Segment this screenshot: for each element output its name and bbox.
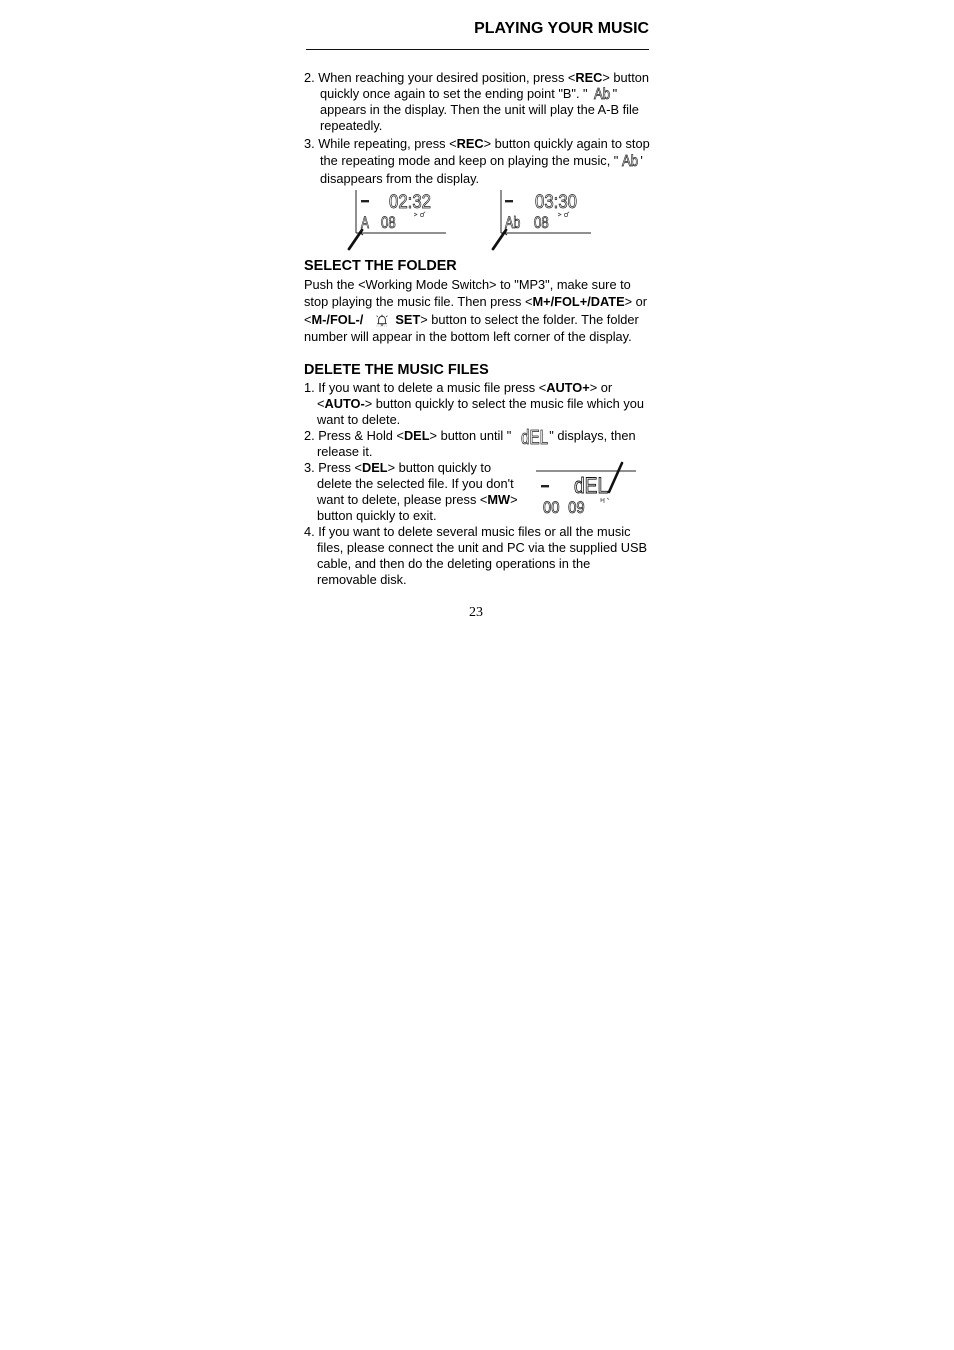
del-key-label: DEL (361, 460, 388, 475)
mw-key-label: MW (487, 492, 511, 507)
alarm-bell-icon (375, 312, 389, 328)
lcd-folder-number: 08 (381, 213, 396, 232)
rec-key-label: REC (575, 70, 603, 85)
line-text: > button to select the folder. The folder (420, 312, 639, 327)
line-text: > (510, 492, 518, 507)
line-text: 3. Press < (304, 460, 362, 475)
ab-step2-line-2 (320, 86, 617, 102)
del-key-label: DEL (403, 428, 430, 443)
ab-step2-line-1 (304, 70, 649, 86)
play-indicator-icon (414, 212, 425, 217)
line-text: stop playing the music file. Then press < (304, 294, 533, 309)
delete-step4-line-3: cable, and then do the deleting operations in the (317, 556, 591, 571)
line-text: quickly once again to set the ending point "B". " (320, 86, 588, 101)
delete-step3-line-2: delete the selected file. If you don't (317, 476, 514, 491)
lcd-display-ab-repeat (485, 186, 597, 254)
line-text: ' (640, 153, 643, 168)
lcd-delete-message: dEL (574, 473, 609, 498)
line-text: > button quickly to select the music file which you (364, 396, 644, 411)
delete-step3-line-3 (317, 492, 518, 508)
delete-step4-line-4: removable disk. (317, 572, 407, 587)
alarm-bell-icon (375, 313, 389, 327)
line-text: " displays, then (549, 428, 636, 443)
line-text: > button until " (429, 428, 512, 443)
delete-step1-line-2 (317, 396, 644, 412)
delete-step3-line-4: button quickly to exit. (317, 508, 437, 523)
auto-minus-key-label: AUTO- (324, 396, 365, 411)
auto-plus-key-label: AUTO+ (546, 380, 590, 395)
line-text: > button quickly to (387, 460, 492, 475)
select-folder-heading: SELECT THE FOLDER (304, 258, 457, 274)
ab-lcd-glyph (594, 86, 610, 102)
del-glyph-text: dEL (521, 427, 549, 449)
line-text: > button (602, 70, 650, 85)
select-folder-line-4: number will appear in the bottom left corner of the display. (304, 329, 632, 344)
lcd-time: 03:30 (535, 190, 577, 213)
ab-step2-line-4: repeatedly. (320, 118, 383, 133)
select-folder-line-1: Push the <Working Mode Switch> to "MP3", make sure to (304, 277, 631, 292)
delete-files-heading: DELETE THE MUSIC FILES (304, 362, 489, 378)
select-folder-line-2 (304, 294, 647, 310)
delete-step3-line-1 (304, 460, 491, 476)
stylus-pointer-icon (493, 230, 507, 249)
line-text: > or (624, 294, 648, 309)
stylus-pointer-icon (609, 463, 622, 492)
battery-bar-icon (361, 200, 369, 202)
ab-step3-line-3: disappears from the display. (320, 171, 480, 186)
line-text: < (304, 312, 312, 327)
ab-lcd-glyph (622, 153, 638, 169)
line-text: the repeating mode and keep on playing the music, " (320, 153, 619, 168)
ab-step3-line-1 (304, 136, 650, 152)
lcd-folder-number: 08 (534, 213, 549, 232)
line-text: > button quickly again to stop (483, 136, 650, 151)
page-number: 23 (469, 605, 483, 620)
line-text: 2. Press & Hold < (304, 428, 404, 443)
lcd-display-a-point (340, 186, 452, 254)
header-rule (306, 49, 649, 50)
folder-up-key-label: M+/FOL+/DATE (532, 294, 625, 309)
select-folder-line-3 (304, 312, 639, 328)
lcd-mode: Ab (505, 213, 521, 232)
ab-glyph-text: Ab (622, 153, 639, 170)
play-indicator-icon (558, 212, 569, 217)
delete-step1-line-3: want to delete. (317, 412, 401, 427)
ab-glyph-text: Ab (593, 86, 610, 103)
line-text: < (317, 396, 325, 411)
lcd-time: 02:32 (389, 190, 431, 213)
battery-bar-icon (541, 485, 549, 487)
page-header-title: PLAYING YOUR MUSIC (474, 20, 649, 37)
set-key-label: SET (395, 312, 421, 327)
delete-step4-line-1: 4. If you want to delete several music files or all the music (304, 524, 631, 539)
battery-bar-icon (505, 200, 513, 202)
del-lcd-glyph (521, 427, 549, 449)
delete-step2-line-2: release it. (317, 444, 373, 459)
line-text: " (612, 86, 618, 101)
line-text: > or (589, 380, 613, 395)
line-text: 3. While repeating, press < (304, 136, 457, 151)
lcd-display-delete (530, 460, 642, 524)
line-text: want to delete, please press < (317, 492, 488, 507)
lcd-folder-track-numbers: 00 09 (543, 499, 585, 517)
play-indicator-icon (601, 498, 609, 503)
delete-step1-line-1 (304, 380, 612, 396)
line-text: 1. If you want to delete a music file press < (304, 380, 547, 395)
delete-step2-line-1 (304, 427, 636, 449)
lcd-mode: A (361, 213, 369, 232)
delete-step4-line-2: files, please connect the unit and PC via the supplied USB (317, 540, 648, 555)
rec-key-label: REC (456, 136, 484, 151)
ab-step3-line-2 (320, 153, 643, 169)
ab-step2-line-3: appears in the display. Then the unit will play the A-B file (320, 102, 639, 117)
line-text: 2. When reaching your desired position, press < (304, 70, 576, 85)
folder-down-key-label: M-/FOL-/ (311, 312, 364, 327)
